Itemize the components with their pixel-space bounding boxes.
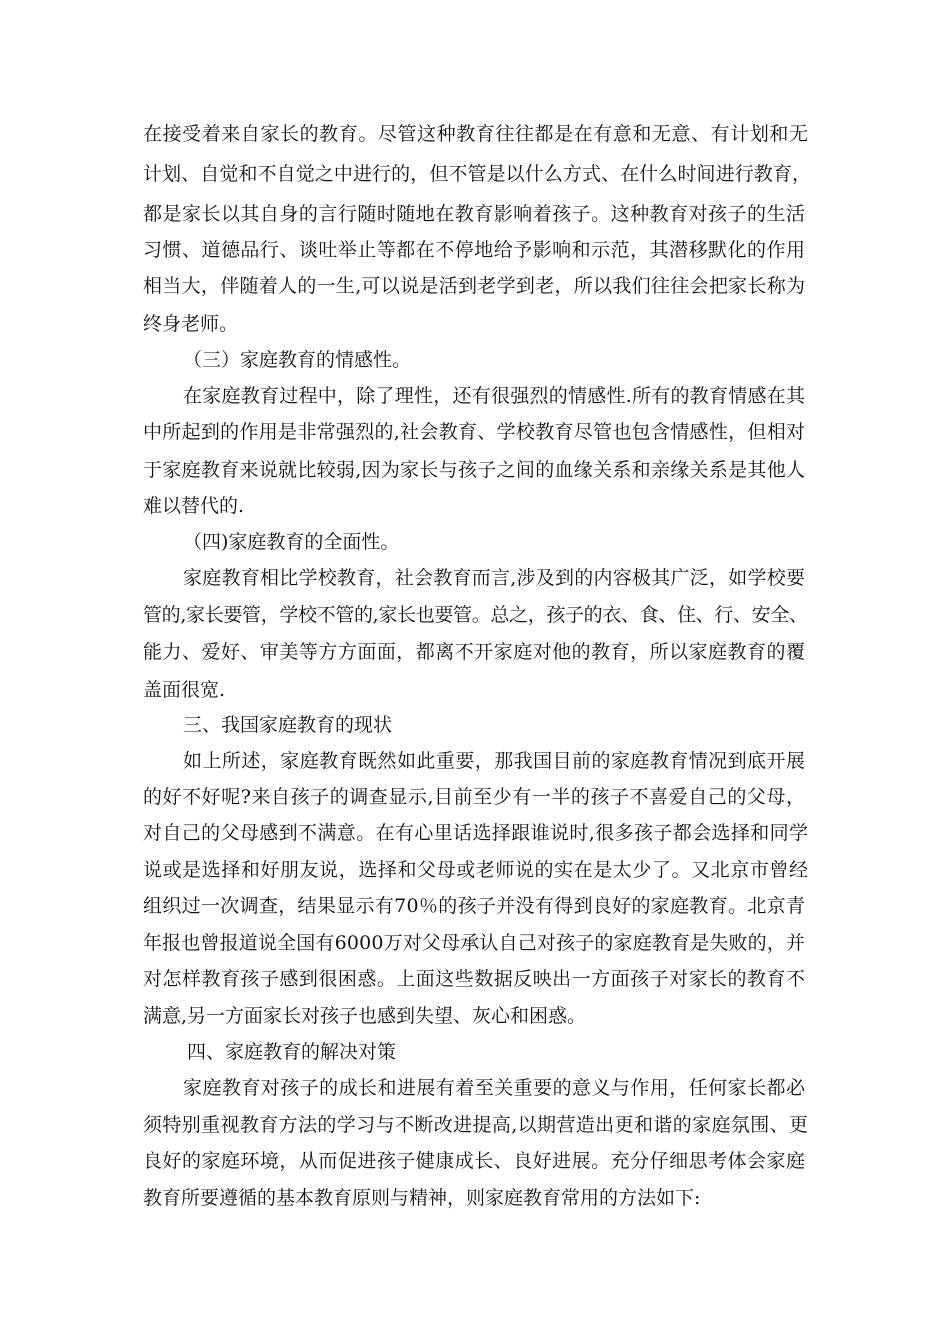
text-line: 都是家长以其自身的言行随时随地在教育影响着孩子。这种教育对孩子的生活 bbox=[143, 203, 806, 225]
text-line: 年报也曾报道说全国有6000万对父母承认自己对孩子的家庭教育是失败的，并 bbox=[143, 932, 806, 954]
paragraph-first-line: 家庭教育相比学校教育，社会教育而言,涉及到的内容极其广泛，如学校要 bbox=[183, 567, 806, 589]
text-line: 中所起到的作用是非常强烈的,社会教育、学校教育尽管也包含情感性，但相对 bbox=[143, 421, 806, 443]
section-heading: （三）家庭教育的情感性。 bbox=[183, 349, 412, 371]
paragraph-first-line: 在家庭教育过程中，除了理性，还有很强烈的情感性.所有的教育情感在其 bbox=[183, 385, 806, 407]
text-line: 终身老师。 bbox=[143, 313, 239, 335]
section-heading: 四、家庭教育的解决对策 bbox=[187, 1041, 397, 1063]
text-line: 教育所要遵循的基本教育原则与精神，则家庭教育常用的方法如下: bbox=[143, 1187, 701, 1209]
text-line: 满意,另一方面家长对孩子也感到失望、灰心和困惑。 bbox=[143, 1005, 587, 1027]
text-line: 说或是选择和好朋友说，选择和父母或老师说的实在是太少了。又北京市曾经 bbox=[143, 859, 809, 881]
text-line: 须特别重视教育方法的学习与不断改进提高,以期营造出更和谐的家庭氛围、更 bbox=[143, 1114, 809, 1136]
text-line: 组织过一次调查，结果显示有70％的孩子并没有得到良好的家庭教育。北京青 bbox=[143, 895, 806, 917]
paragraph-first-line: 家庭教育对孩子的成长和进展有着至关重要的意义与作用，任何家长都必 bbox=[183, 1077, 806, 1099]
text-line: 对怎样教育孩子感到很困惑。上面这些数据反映出一方面孩子对家长的教育不 bbox=[143, 968, 806, 990]
paragraph-first-line: 如上所述，家庭教育既然如此重要，那我国目前的家庭教育情况到底开展 bbox=[183, 750, 806, 772]
text-line: 在接受着来自家长的教育。尽管这种教育往往都是在有意和无意、有计划和无 bbox=[143, 123, 809, 145]
text-line: 良好的家庭环境，从而促进孩子健康成长、良好进展。充分仔细思考体会家庭 bbox=[143, 1150, 806, 1172]
text-line: 计划、自觉和不自觉之中进行的，但不管是以什么方式、在什么时间进行教育， bbox=[143, 163, 812, 185]
text-line: 对自己的父母感到不满意。在有心里话选择跟谁说时,很多孩子都会选择和同学 bbox=[143, 822, 809, 844]
text-line: 能力、爱好、审美等方方面面，都离不开家庭对他的教育，所以家庭教育的覆 bbox=[143, 641, 806, 663]
section-heading: 三、我国家庭教育的现状 bbox=[183, 714, 393, 736]
text-line: 于家庭教育来说就比较弱,因为家长与孩子之间的血缘关系和亲缘关系是其他人 bbox=[143, 459, 806, 481]
text-line: 盖面很宽. bbox=[143, 679, 226, 701]
text-line: 相当大，伴随着人的一生,可以说是活到老学到老，所以我们往往会把家长称为 bbox=[143, 275, 806, 297]
text-line: 管的,家长要管，学校不管的,家长也要管。总之，孩子的衣、食、住、行、安全、 bbox=[143, 604, 808, 626]
text-line: 习惯、道德品行、谈吐举止等都在不停地给予影响和示范，其潜移默化的作用 bbox=[143, 239, 806, 261]
section-heading: （四)家庭教育的全面性。 bbox=[183, 531, 400, 553]
text-line: 难以替代的. bbox=[143, 495, 245, 517]
text-line: 的好不好呢?来自孩子的调查显示,目前至少有一半的孩子不喜爱自己的父母， bbox=[143, 786, 806, 808]
